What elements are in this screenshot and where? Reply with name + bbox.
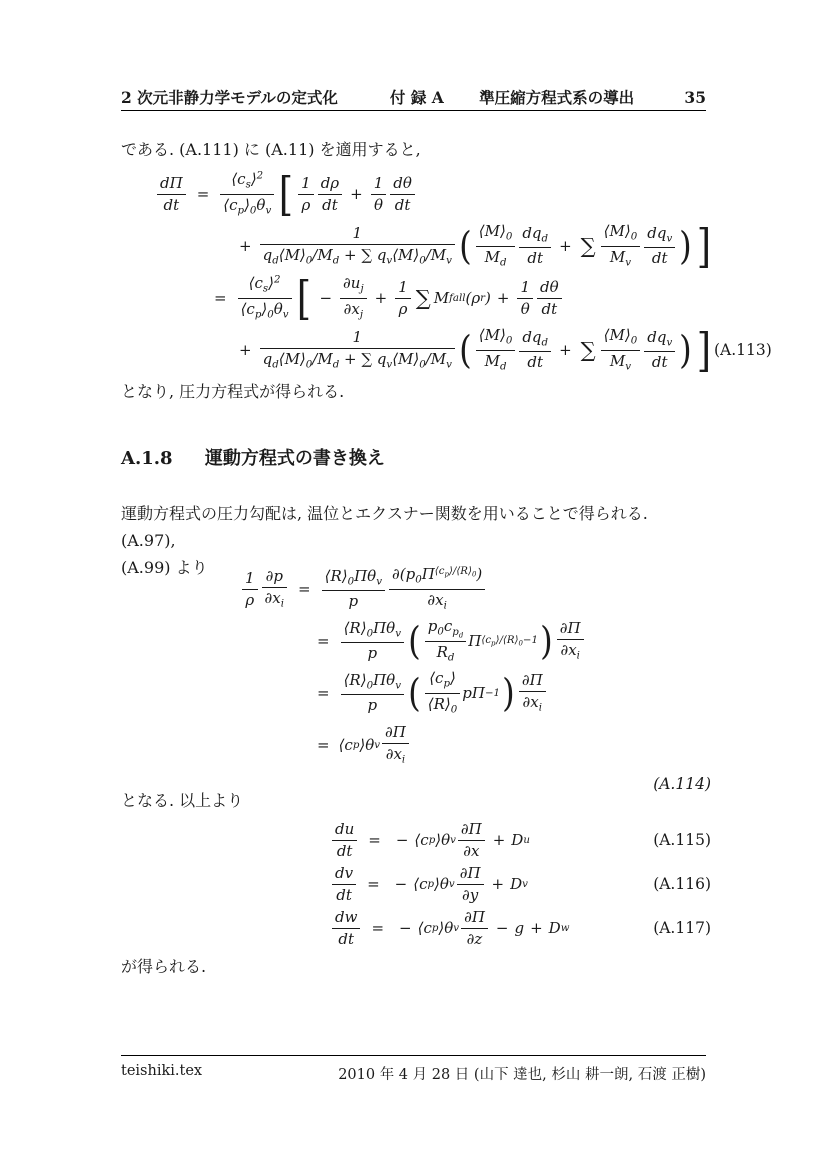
equation-115 — [121, 818, 711, 862]
equation-114-line-2: = $⟨R⟩_0\Pi\theta_v$ p ( $p_0c_{p_d}$ $R_d$ Π $⟨c_p⟩/⟨R⟩_0-1$ ) ∂Π $\partial x_i$ — [121, 615, 711, 667]
equation-117 — [121, 906, 711, 950]
after-eq114-text: となる. 以上より — [121, 791, 244, 810]
equation-113-label: (A.113) — [713, 341, 772, 359]
equation-113-line-1: $\frac{d\Pi}{dt}$ = $\frac{⟨c_s⟩^2}{⟨c_p⟩_0\theta_v}$ [ 1 ρ dρ dt + $\frac{1}{\theta}$ dθ dt — [121, 168, 711, 220]
section-title: 運動方程式の書き換え — [204, 448, 385, 469]
page-header — [121, 86, 706, 108]
header-appendix — [390, 86, 634, 108]
equation-114-line-4: = ⟨c p ⟩θ v ∂Π $\partial x_i$ — [121, 719, 711, 771]
equation-114-label: (A.114) — [653, 775, 711, 793]
after-eq113-text: となり, 圧力方程式が得られる. — [121, 382, 345, 401]
equation-113-line-2: + $\frac{1}{q_d⟨M⟩_0/M_d + \sum q_v⟨M⟩_0/M_v}$ ( $⟨M⟩_0$ $M_d$ $dq_d$ dt + ∑ $⟨M⟩_0$ $M_v$ $dq_v$ dt ) ] — [239, 219, 712, 273]
equation-113-line-4-expr: + $\frac{1}{q_d⟨M⟩_0/M_d + \sum q_v⟨M⟩_0/M_v}$ ( $⟨M⟩_0$ $M_d$ $dq_d$ dt + ∑ $⟨M⟩_0$ $M_v$ $dq_v$ dt ) ] — [239, 323, 712, 377]
equation-117-expr: $\frac{dw}{dt}$ = − ⟨c p ⟩θ v ∂Π ∂z − g + D w — [330, 907, 569, 950]
section-heading — [121, 444, 706, 470]
paragraph-line-1: 運動方程式の圧力勾配は, 温位とエクスナー関数を用いることで得られる. (A.97), — [121, 504, 648, 550]
equation-116-expr: $\frac{dv}{dt}$ = − ⟨c p ⟩θ v ∂Π ∂y + D v — [330, 863, 528, 906]
footer-rule — [121, 1055, 706, 1056]
header-rule — [121, 110, 706, 111]
header-chapter-title: 2 次元非静力学モデルの定式化 — [121, 88, 338, 107]
section-number: A.1.8 — [121, 448, 173, 469]
equation-114 — [121, 563, 711, 793]
equation-113-line-3: = $\frac{⟨c_s⟩^2}{⟨c_p⟩_0\theta_v}$ [ − $\frac{\partial u_j}{\partial x_j}$ + $\frac{1}{\rho}$ ∑ M fall (ρ r ) + $\frac{1}{\theta}$ dθ dt — [121, 272, 711, 324]
equation-113 — [121, 167, 772, 377]
equation-117-label: (A.117) — [653, 919, 711, 937]
equation-114-line-1: 1 ρ $\frac{\partial p}{\partial x_i}$ = $⟨R⟩_0\Pi\theta_v$ p $\partial(p_0\Pi^{⟨c_p⟩/⟨R⟩_0})$ $\partial x_i$ — [121, 563, 711, 615]
intro-text: である. (A.111) に (A.11) を適用すると, — [121, 140, 421, 159]
header-appendix-title: 準圧縮方程式系の導出 — [479, 88, 635, 107]
equation-116-label: (A.116) — [653, 875, 711, 893]
header-page-number: 35 — [684, 88, 706, 107]
footer-filename: teishiki.tex — [121, 1063, 203, 1079]
closing-text: が得られる. — [121, 957, 207, 976]
equation-113-line-4 — [121, 323, 772, 377]
paragraph-line-2: (A.99) より — [121, 558, 208, 577]
page-footer — [121, 1063, 706, 1084]
equations-115-117 — [121, 818, 711, 950]
footer-date-authors: 2010 年 4 月 28 日 (山下 達也, 杉山 耕一朗, 石渡 正樹) — [338, 1067, 706, 1083]
equation-115-expr: $\frac{du}{dt}$ = − ⟨c p ⟩θ v ∂Π ∂x + D u — [330, 819, 530, 862]
equation-116 — [121, 862, 711, 906]
equation-115-label: (A.115) — [653, 831, 711, 849]
header-appendix-label: 付 録 A — [389, 88, 444, 107]
equation-114-line-3: = $⟨R⟩_0\Pi\theta_v$ p ( $⟨c_p⟩$ $⟨R⟩_0$ pΠ −1 ) ∂Π $\partial x_i$ — [121, 667, 711, 719]
